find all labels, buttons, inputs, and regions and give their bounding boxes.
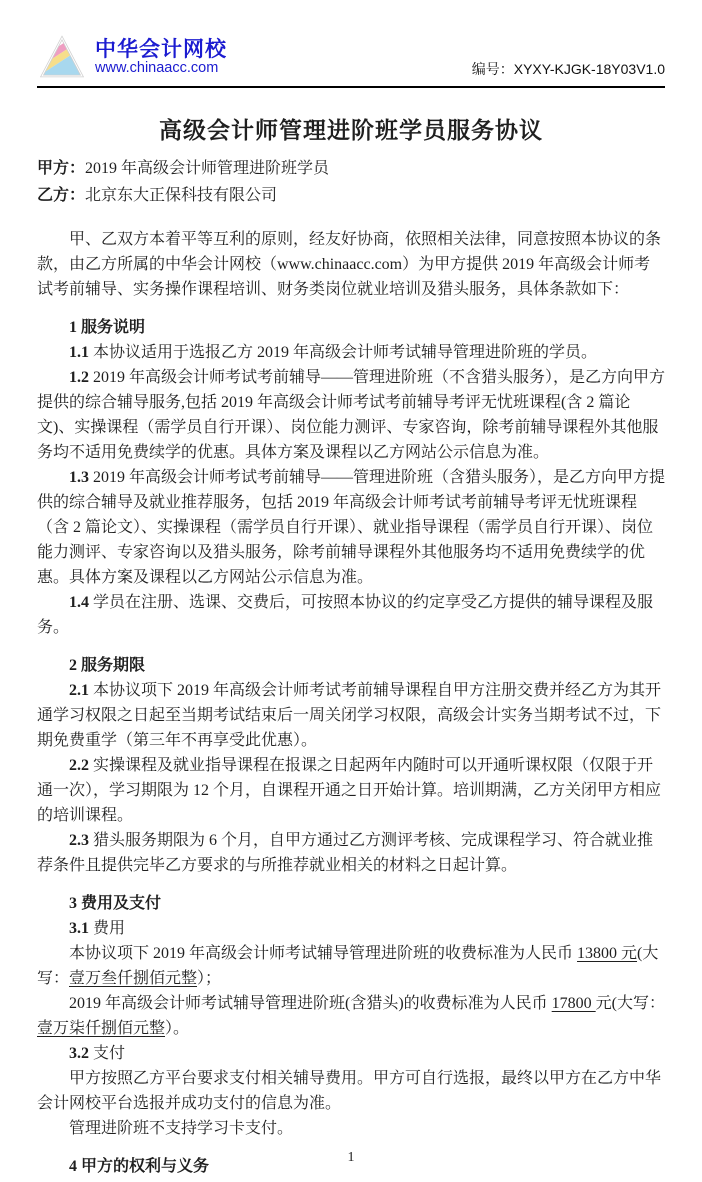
text-run: 1.3 (69, 469, 93, 486)
text-run: 元(大写： (595, 995, 666, 1012)
text-run: 甲、乙双方本着平等互利的原则，经友好协商，依照相关法律，同意按照本协议的条款，由乙方所属的中华会计网校（www.chinaacc.com）为甲方提供 2019 年高级会计师考试考前辅导、实务操作课程培训、财务类岗位就业培训及猎头服务，具体条款如下： (37, 231, 662, 298)
text-run: 甲方按照乙方平台要求支付相关辅导费用。甲方可自行选报，最终以甲方在乙方中华会计网校平台选报并成功支付的信息为准。 (37, 1070, 662, 1112)
paragraph (37, 1066, 665, 1116)
text-run: 本协议项下 2019 年高级会计师考试考前辅导课程自甲方注册交费并经乙方为其开通学习权限之日起至当期考试结束后一周关闭学习权限，高级会计实务当期考试不过，下期免费重学（第三年不再享受此优惠）。 (37, 682, 662, 749)
text-run: 1 服务说明 (69, 319, 146, 336)
text-run: 壹万叁仟捌佰元整 (69, 970, 198, 987)
text-run: 2019 年高级会计师考试辅导管理进阶班(含猎头)的收费标准为人民币 (69, 995, 552, 1012)
paragraph (37, 590, 665, 640)
section-heading (37, 891, 665, 916)
party-a-value: 2019 年高级会计师管理进阶班学员 (85, 160, 330, 177)
doc-number-value: XYXY-KJGK-18Y03V1.0 (513, 61, 665, 77)
document-body (37, 227, 665, 1179)
logo-text (95, 39, 227, 76)
text-run: 本协议项下 2019 年高级会计师考试辅导管理进阶班的收费标准为人民币 (69, 945, 578, 962)
paragraph (37, 991, 665, 1041)
party-a-label: 甲方： (37, 160, 86, 177)
page-title: 高级会计师管理进阶班学员服务协议 (159, 118, 543, 143)
text-run: ）。 (165, 1020, 190, 1037)
text-run: (大写： (37, 945, 659, 987)
text-run: ）； (197, 970, 222, 987)
paragraph (37, 916, 665, 941)
text-run: 管理进阶班不支持学习卡支付。 (69, 1120, 294, 1137)
logo (37, 34, 227, 81)
triangle-rainbow-logo-icon (37, 34, 87, 81)
doc-number-label: 编号： (471, 61, 514, 77)
paragraph (37, 340, 665, 365)
paragraph (37, 941, 665, 991)
document-header (37, 34, 665, 81)
paragraph (37, 828, 665, 878)
party-a-row (37, 155, 665, 182)
text-run: 2019 年高级会计师考试考前辅导——管理进阶班（不含猎头服务），是乙方向甲方提供的综合辅导服务,包括 2019 年高级会计师考试考前辅导考评无忧班课程(含 2 篇论文)、实操课程（需学员自行开课）、岗位能力测评、专家咨询，除考前辅导课程外其他服务均不适用免费续学的优惠。具体方案及课程以乙方网站公示信息为准。 (37, 369, 666, 461)
text-run: 3.2 (69, 1045, 93, 1062)
text-run: 3.1 (69, 920, 93, 937)
header-rule (37, 86, 665, 88)
text-run: 2.1 (69, 682, 93, 699)
party-b-row (37, 182, 665, 209)
logo-name: 中华会计网校 (95, 37, 227, 61)
text-run: 费用 (93, 920, 126, 937)
text-run: 实操课程及就业指导课程在报课之日起两年内随时可以开通听课权限（仅限于开通一次），学习期限为 12 个月，自课程开通之日开始计算。培训期满，乙方关闭甲方相应的培训课程。 (37, 757, 662, 824)
text-run: 2019 年高级会计师考试考前辅导——管理进阶班（含猎头服务），是乙方向甲方提供的综合辅导及就业推荐服务，包括 2019 年高级会计师考试考前辅导考评无忧班课程（含 2 篇论文）、实操课程（需学员自行开课）、就业指导课程（需学员自行开课）、岗位能力测评、专家咨询以及猎头服务，除考前辅导课程外其他服务均不适用免费续学的优惠。具体方案及课程以乙方网站公示信息为准。 (37, 469, 666, 586)
text-run: 壹万柒仟捌佰元整 (37, 1020, 166, 1037)
text-run: 2 服务期限 (69, 657, 146, 674)
paragraph (37, 753, 665, 828)
text-run: 1.2 (69, 369, 93, 386)
text-run: 支付 (93, 1045, 126, 1062)
paragraph (37, 465, 665, 590)
paragraph (37, 227, 665, 302)
doc-number (472, 59, 665, 81)
paragraph (37, 1041, 665, 1066)
text-run: 学员在注册、选课、交费后，可按照本协议的约定享受乙方提供的辅导课程及服务。 (37, 594, 654, 636)
section-heading (37, 315, 665, 340)
page-number: 1 (347, 1150, 355, 1165)
text-run: 2.3 (69, 832, 93, 849)
party-b-label: 乙方： (37, 187, 86, 204)
text-run: 1.1 (69, 344, 93, 361)
party-b-value: 北京东大正保科技有限公司 (85, 187, 278, 204)
text-run: 17800 (551, 995, 596, 1012)
section-heading (37, 653, 665, 678)
text-run: 本协议适用于选报乙方 2019 年高级会计师考试辅导管理进阶班的学员。 (93, 344, 598, 361)
text-run: 猎头服务期限为 6 个月，自甲方通过乙方测评考核、完成课程学习、符合就业推荐条件且提供完毕乙方要求的与所推荐就业相关的材料之日起计算。 (37, 832, 654, 874)
text-run: 3 费用及支付 (69, 895, 162, 912)
paragraph (37, 365, 665, 465)
text-run: 2.2 (69, 757, 93, 774)
logo-url: www.chinaacc.com (95, 59, 219, 76)
text-run: 4 甲方的权利与义务 (69, 1158, 210, 1175)
paragraph (37, 678, 665, 753)
text-run: 13800 元 (577, 945, 638, 962)
text-run: 1.4 (69, 594, 93, 611)
paragraph (37, 1116, 665, 1141)
